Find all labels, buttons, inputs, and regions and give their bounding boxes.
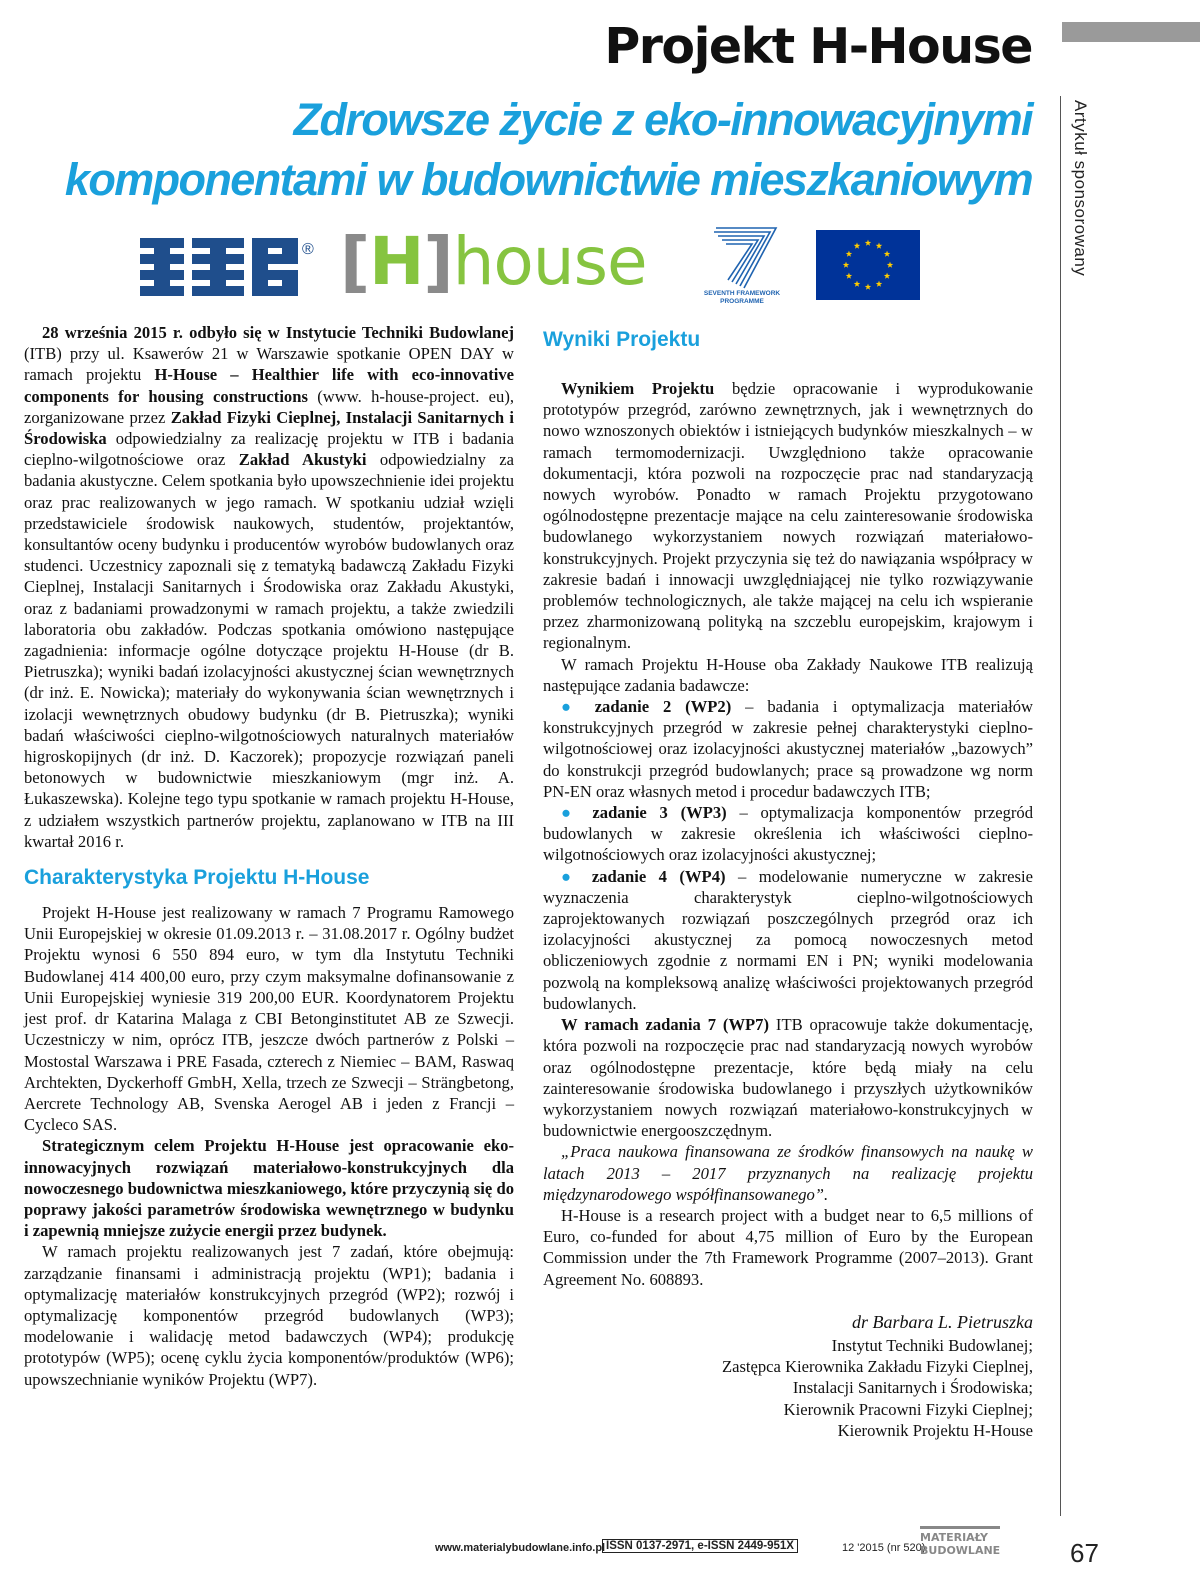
itb-logo [140,232,314,300]
right-column [543,322,1033,1441]
author-name: dr Barbara L. Pietruszka [851,1311,1033,1332]
tasks-intro-paragraph: W ramach Projektu H-House oba Zakłady Naukowe ITB realizują następujące zadania badawcze: [543,654,1033,695]
results-paragraph: Wynikiem Projektu będzie opracowanie i wyprodukowanie prototypów przegród, zarówno zewnętrznych, jak i wewnętrznych do nowo wznoszonych obiektów i istniejących budynków mieszkalnych – w ramach termomodernizacji. Uwzględniono także opracowanie dokumentacji, która pozwoli na rozpoczęcie prac nad standaryzacją nowych wyrobów. Ponadto w ramach Projektu przygotowano ogólnodostępne prezentacje mające na celu zainteresowanie środowiska budowlanego wykorzystaniem nowych rozwiązań materiałowo-konstrukcyjnych. Projekt przyczynia się też do nawiązania współpracy w zakresie badań i innowacji uwzględniającej nie tylko rozwiązywanie problemów technologicznych, ale także mającej na celu ich wspieranie przez zharmonizowaną polityką na szczeblu europejskim, krajowym i regionalnym. [543,379,1033,653]
subtitle-line-2: komponentami w budownictwie mieszkaniowym [64,154,1032,205]
svg-text:®: ® [302,241,314,258]
intro-paragraph [24,322,514,852]
characteristics-paragraph: Projekt H-House jest realizowany w ramach 7 Programu Ramowego Unii Europejskiej w okresie 01.09.2013 r. – 31.08.2017 r. Ogólny budżet Projektu wynosi 6 550 894 euro, w tym dla Instytutu Techniki Budowlanej 414 400,00 euro, przy czym maksymalne dofinansowanie z Unii Europejskiej wyniesie 319 200,00 EUR. Koordynatorem Projektu jest prof. dr Katarina Malaga z CBI Betonginstitutet AB ze Szwecji. Uczestniczy w nim, oprócz ITB, jeszcze dwóch partnerów z Polski – Mostostal Warszawa i PRE Fasada, czterech z Niemiec – BAM, Raswaq Archtekten, Dyckerhoff GmbH, Xella, trzech ze Szwecji – Strängbetong, Aercrete Technology AB, Svenska Aerogel AB i jeden z Francji – Cycleco SAS. [24,903,514,1135]
eu-flag-icon [816,230,920,300]
footer-url[interactable]: www.materialybudowlane.info.pl [435,1542,606,1554]
page-subtitle [65,90,1032,210]
page-title: Projekt H-House [604,18,1032,75]
author-affiliation-line: Instalacji Sanitarnych i Środowiska; [792,1378,1033,1398]
wp7-paragraph: W ramach zadania 7 (WP7) ITB opracowuje także dokumentację, która pozwoli na rozpoczęcie prac nad standaryzacją nowych wyrobów oraz ogólnodostępne prezentacje, które będą miały na celu zainteresowanie środowiska budowlanego i przyszłych użytkowników wykorzystaniem nowych rozwiązań materiałowo-konstrukcyjnych w budownictwie energooszczędnym. [543,1015,1034,1141]
intro-segment: (www. h-house-project. eu), zorganizowane przez [24,386,514,427]
intro-segment: odpowiedzialny za badania akustyczne. Celem spotkania było upowszechnienie idei projektu oraz prac realizowanych w jego ramach. W spotkaniu udział wzięli przedstawiciele środowisk naukowych, studentów, projektantów, konsultantów oceny budynku i producentów wyrobów budowlanych oraz studenci. Uczestnicy zapoznali się z tematyką badawczą Zakładu Fizyki Cieplnej, Instalacji Sanitarnych i Środowiska oraz Zakładu Akustyki, oraz z badaniami prowadzonymi w ramach projektu, a także zwiedzili laboratoria obu zakładów. Podczas spotkania omówiono następujące zagadnienia: informacje ogólne dotyczące projektu H-House (dr B. Pietruszka); wyniki badań izolacyjności akustycznej ścian wewnętrznych (dr inż. E. Nowicka); materiały do wykonywania ścian wewnętrznych i izolacji wewnętrznych obudowy budynku (dr B. Pietruszka); wyniki badań właściwości cieplno-wilgotnościowych naturalnych materiałów higroskopijnych (dr inż. D. Kaczorek); propozycje rozwiązań paneli betonowych w budownictwie mieszkaniowym (mgr inż. A. Łukaszewska). Kolejne tego typu spotkanie w ramach projektu H-House, z udziałem wszystkich partnerów projektu, zaplanowano w ITB na III kwartał 2016 r. [24,450,514,851]
page-footer [0,1531,1200,1578]
hhouse-logo: [H]house [340,223,647,300]
svg-text:PROGRAMME: PROGRAMME [720,298,764,305]
materialy-budowlane-logo: MATERIAŁY BUDOWLANE [920,1526,1000,1557]
task-item-wp2: ● zadanie 2 (WP2) – badania i optymalizacja materiałów konstrukcyjnych przegród w zakresie pełnej charakterystyki cieplno-wilgotnościowej oraz izolacyjności akustycznej materiałów „bazowych” do konstrukcji przegród budowlanych; prace są prowadzone wg norm PN-EN oraz własnych metod i procedur badawczych ITB; [543,697,1033,801]
fp7-logo [694,226,790,306]
intro-segment: Zakład Akustyki [238,450,367,470]
author-block [543,1312,1033,1441]
section-heading-results: Wyniki Projektu [543,328,701,351]
intro-segment: Zakład Fizyki Cieplnej, Instalacji Sanitarnych i Środowiska [24,407,514,449]
task-item-wp3: ● zadanie 3 (WP3) – optymalizacja komponentów przegród budowlanych w zakresie określenia ich właściwości cieplno-wilgotnościowych oraz izolacyjności akustycznej; [543,803,1033,865]
funding-quote: „Praca naukowa finansowana ze środków finansowych na naukę w latach 2013 – 2017 przyznanych na realizację projektu międzynarodowego współfinansowanego”. [543,1142,1033,1204]
footer-issn: ISSN 0137-2971, e-ISSN 2449-951X [602,1539,798,1553]
side-gray-bar [1062,22,1200,42]
task-item-wp4: ● zadanie 4 (WP4) – modelowanie numeryczne w zakresie wyznaczenia charakterystyk cieplno-wilgotnościowych zaprojektowanych rozwiązań poszczególnych przegród oraz ich izolacyjności akustycznej za pomocą nowoczesnych metod obliczeniowych zgodnie z normami EN i PN; wyniki modelowania pozwolą na kompleksową analizę właściwości projektowanych przegród budowlanych. [543,866,1033,1013]
partner-logos [140,223,920,306]
sponsored-label: Artykuł sponsorowany [1071,100,1090,277]
page-number: 67 [1070,1538,1099,1568]
svg-text:SEVENTH FRAMEWORK: SEVENTH FRAMEWORK [703,290,781,297]
intro-segment: 28 września 2015 r. odbyło się w Instytucie Techniki Budowlanej [42,323,514,342]
subtitle-line-1: Zdrowsze życie z eko-innowacyjnymi [293,94,1032,145]
side-divider [1060,96,1061,1516]
tasks-paragraph: W ramach projektu realizowanych jest 7 zadań, które obejmują: zarządzanie finansami i administracją projektu (WP1); badania i optymalizację materiałów konstrukcyjnych przegród (WP2); rozwój i optymalizację komponentów przegród budowlanych (WP3); modelowanie i walidację metod badawczych (WP4); produkcję prototypów (WP5); ocenę cyklu życia komponentów/produktów (WP6); upowszechnianie wyników Projektu (WP7). [24,1242,514,1389]
intro-segment: H-House – Healthier life with eco-innovative components for housing constructions [24,365,514,406]
footer-issue: 12 '2015 (nr 520) [842,1542,926,1554]
author-affiliation-line: Kierownik Projektu H-House [837,1420,1033,1440]
intro-segment: odpowiedzialny za realizację projektu w ITB i badania cieplno-wilgotnościowe oraz [24,429,514,470]
author-affiliation-line: Instytut Techniki Budowlanej; [831,1335,1033,1355]
intro-segment: (ITB) przy ul. Ksawerów 21 w Warszawie spotkanie OPEN DAY w ramach projektu [24,344,514,385]
author-affiliation-line: Kierownik Pracowni Fizyki Cieplnej; [783,1399,1033,1419]
section-heading-characteristics: Charakterystyka Projektu H-House [24,866,370,890]
strategic-goal-paragraph: Strategicznym celem Projektu H-House jest opracowanie eko-innowacyjnych rozwiązań materiałowo-konstrukcyjnych dla nowoczesnego budownictwa mieszkaniowego, które przyczynią się do poprawy jakości parametrów środowiska wewnętrznego w budynku i zapewnią mniejsze zużycie energii przez budynek. [24,1136,514,1241]
english-summary: H-House is a research project with a budget near to 6,5 millions of Euro, co-funded for about 4,75 million of Euro by the European Commission under the 7th Framework Programme (2007–2013). Grant Agreement No. 608893. [543,1205,1033,1289]
left-column [24,322,514,1390]
author-affiliation-line: Zastępca Kierownika Zakładu Fizyki Cieplnej, [721,1357,1033,1377]
